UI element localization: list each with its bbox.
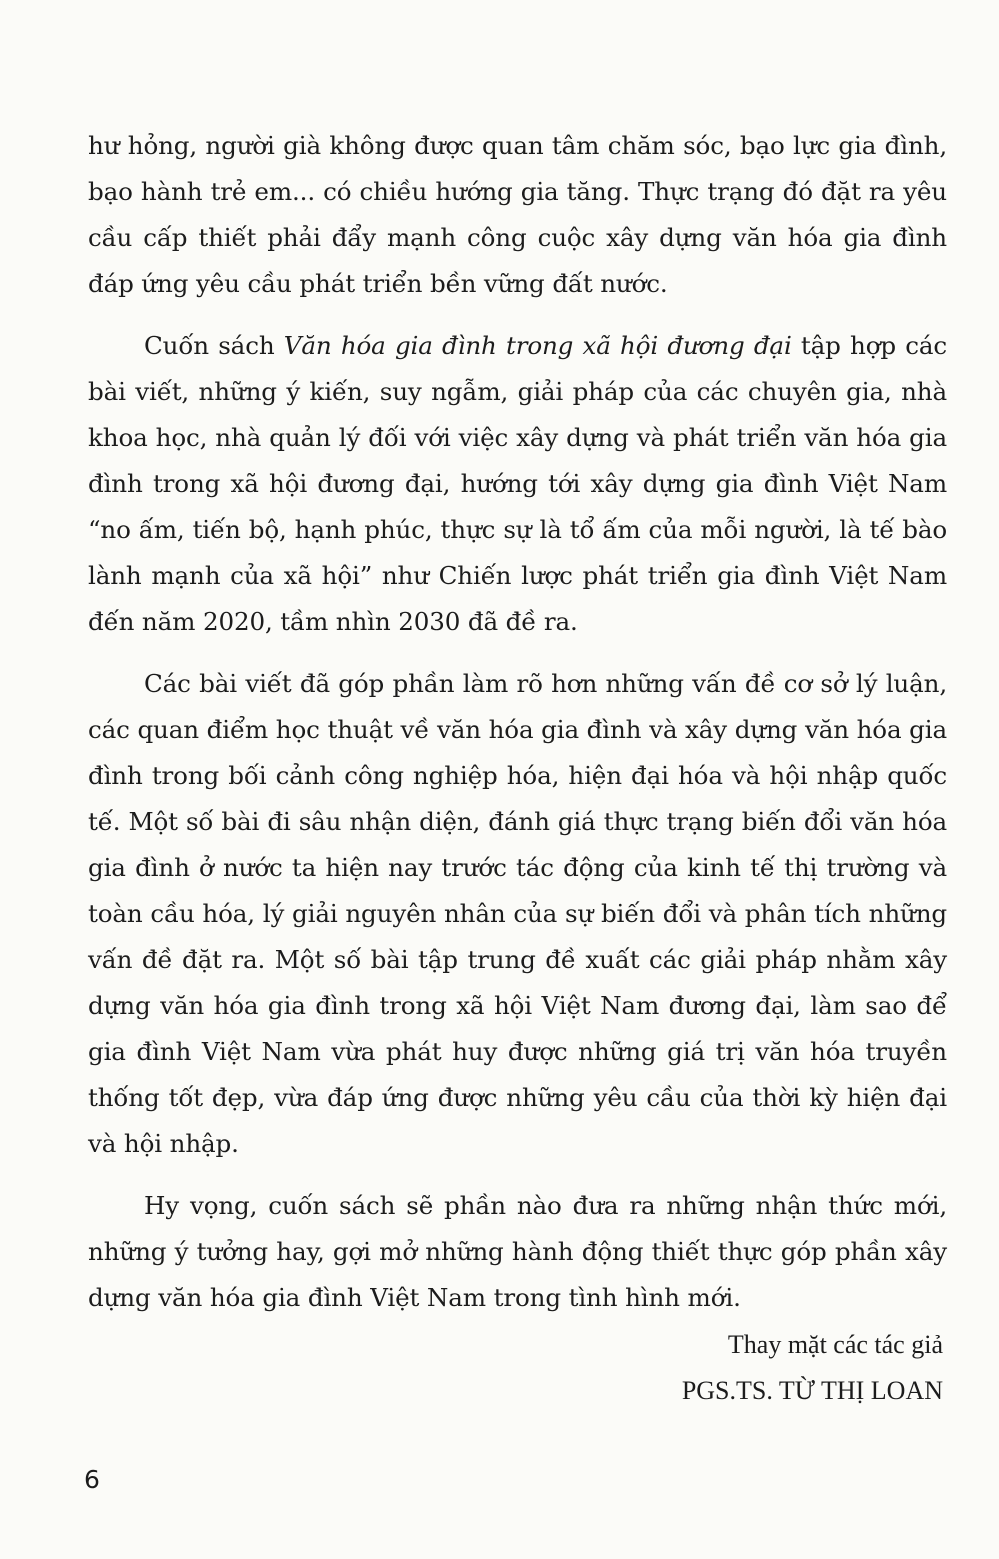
paragraph-body: tập hợp các bài viết, những ý kiến, suy ngẫm, giải pháp của các chuyên gia, nhà khoa học, nhà quản lý đối với việc xây dựng và phát triển văn hóa gia đình trong xã hội đương đại, hướng tới xây dựng gia đình Việt Nam “no ấm, tiến bộ, hạnh phúc, thực sự là tổ ấm của mỗi người, là tế bào lành mạnh của xã hội” như Chiến lược phát triển gia đình Việt Nam đến năm 2020, tầm nhìn 2030 đã đề ra.: [88, 331, 947, 636]
signature-block: [682, 1322, 943, 1414]
signature-role: Thay mặt các tác giả: [727, 1330, 943, 1359]
paragraph-book-introduction: [88, 323, 947, 645]
paragraph-closing-hope: Hy vọng, cuốn sách sẽ phần nào đưa ra những nhận thức mới, những ý tưởng hay, gợi mở những hành động thiết thực góp phần xây dựng văn hóa gia đình Việt Nam trong tình hình mới.: [88, 1191, 947, 1312]
paragraph-prefix: Cuốn sách: [144, 331, 284, 360]
paragraph-continuation: hư hỏng, người già không được quan tâm chăm sóc, bạo lực gia đình, bạo hành trẻ em... có chiều hướng gia tăng. Thực trạng đó đặt ra yêu cầu cấp thiết phải đẩy mạnh công cuộc xây dựng văn hóa gia đình đáp ứng yêu cầu phát triển bền vững đất nước.: [88, 131, 947, 298]
paragraph-articles-summary: Các bài viết đã góp phần làm rõ hơn những vấn đề cơ sở lý luận, các quan điểm học thuật về văn hóa gia đình và xây dựng văn hóa gia đình trong bối cảnh công nghiệp hóa, hiện đại hóa và hội nhập quốc tế. Một số bài đi sâu nhận diện, đánh giá thực trạng biến đổi văn hóa gia đình ở nước ta hiện nay trước tác động của kinh tế thị trường và toàn cầu hóa, lý giải nguyên nhân của sự biến đổi và phân tích những vấn đề đặt ra. Một số bài tập trung đề xuất các giải pháp nhằm xây dựng văn hóa gia đình trong xã hội Việt Nam đương đại, làm sao để gia đình Việt Nam vừa phát huy được những giá trị văn hóa truyền thống tốt đẹp, vừa đáp ứng được những yêu cầu của thời kỳ hiện đại và hội nhập.: [88, 669, 947, 1158]
book-title: Văn hóa gia đình trong xã hội đương đại: [283, 331, 792, 360]
page-number: 6: [84, 1465, 100, 1494]
signature-author: PGS.TS. TỪ THỊ LOAN: [681, 1376, 943, 1405]
